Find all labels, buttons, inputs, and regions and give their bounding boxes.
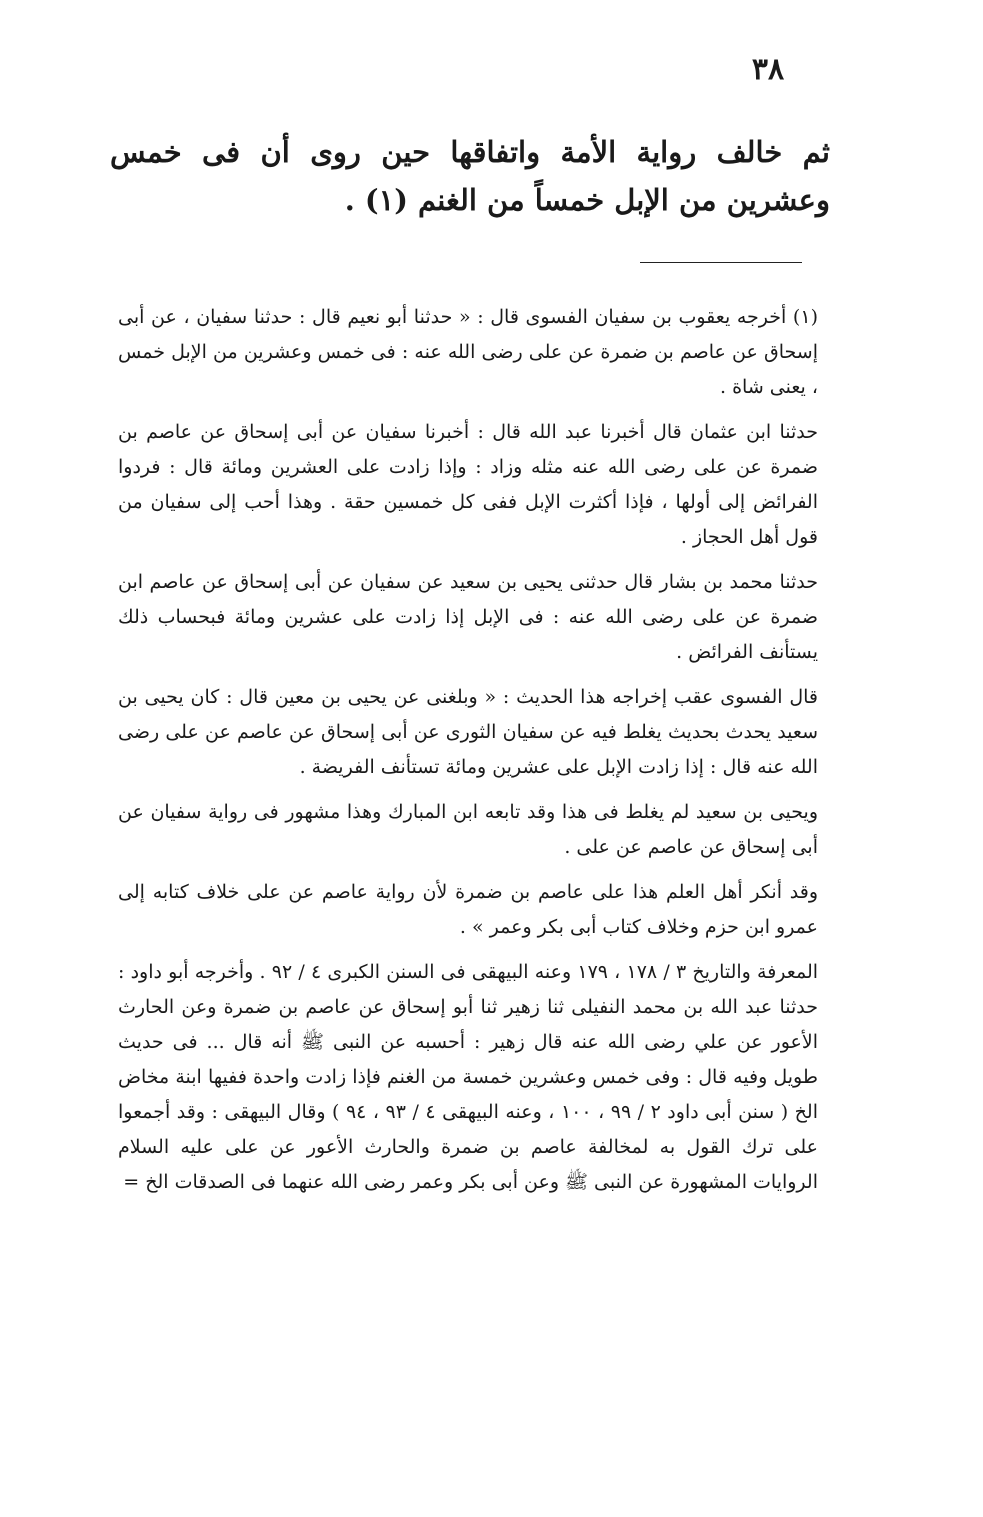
footnote-paragraph: حدثنا محمد بن بشار قال حدثنى يحيى بن سعيد عن سفيان عن أبى إسحاق عن عاصم ابن ضمرة عن على رضى الله عنه : فى الإبل إذا زادت على عشرين ومائة فبحساب ذلك يستأنف الفرائض .: [118, 571, 818, 663]
footnote-divider: [640, 262, 802, 263]
main-paragraph: ثم خالف رواية الأمة واتفاقها حين روى أن فى خمس وعشرين من الإبل خمساً من الغنم (١) .: [110, 135, 830, 217]
footnote-paragraph: المعرفة والتاريخ ٣ / ١٧٨ ، ١٧٩ وعنه البيهقى فى السنن الكبرى ٤ / ٩٢ . وأخرجه أبو داود : حدثنا عبد الله بن محمد النفيلى ثنا زهير ثنا أبو إسحاق عن عاصم بن ضمرة وعن الحارث الأعور عن علي رضى الله عنه قال زهير : أحسبه عن النبى ﷺ أنه قال ... فى حديث طويل وفيه قال : وفى خمس وعشرين خمسة من الغنم فإذا زادت واحدة ففيها ابنة مخاض الخ ( سنن أبى داود ٢ / ٩٩ ، ١٠٠ ، وعنه البيهقى ٤ / ٩٣ ، ٩٤ ) وقال البيهقى : وقد أجمعوا على ترك القول به لمخالفة عاصم بن ضمرة والحارث الأعور عن على عليه السلام الروايات المشهورة عن النبى ﷺ وعن أبى بكر وعمر رضى الله عنهما فى الصدقات الخ =: [118, 961, 819, 1193]
footnote-paragraph: ويحيى بن سعيد لم يغلط فى هذا وقد تابعه ابن المبارك وهذا مشهور فى رواية سفيان عن أبى إسحاق عن عاصم عن على .: [118, 801, 818, 858]
footnotes: [118, 300, 818, 1210]
footnote-paragraph: قال الفسوى عقب إخراجه هذا الحديث : « وبلغنى عن يحيى بن معين قال : كان يحيى بن سعيد يحدث بحديث يغلط فيه عن سفيان الثورى عن أبى إسحاق عن عاصم عن على رضى الله عنه قال : إذا زادت الإبل على عشرين ومائة تستأنف الفريضة .: [118, 686, 818, 778]
footnote-paragraph: (١) أخرجه يعقوب بن سفيان الفسوى قال : « حدثنا أبو نعيم قال : حدثنا سفيان ، عن أبى إسحاق عن عاصم بن ضمرة عن على رضى الله عنه : فى خمس وعشرين من الإبل خمس ، يعنى شاة .: [118, 306, 818, 398]
footnote-paragraph: حدثنا ابن عثمان قال أخبرنا عبد الله قال : أخبرنا سفيان عن أبى إسحاق عن عاصم بن ضمرة عن على رضى الله عنه مثله وزاد : وإذا زادت على العشرين ومائة قال : فردوا الفرائض إلى أولها ، فإذا أكثرت الإبل ففى كل خمسين حقة . وهذا أحب إلى سفيان من قول أهل الحجاز .: [118, 421, 818, 548]
main-text: [110, 128, 830, 224]
page-number: ٣٨: [751, 52, 785, 87]
footnote-paragraph: وقد أنكر أهل العلم هذا على عاصم بن ضمرة لأن رواية عاصم عن على خلاف كتابه إلى عمرو ابن حزم وخلاف كتاب أبى بكر وعمر » .: [118, 881, 818, 938]
